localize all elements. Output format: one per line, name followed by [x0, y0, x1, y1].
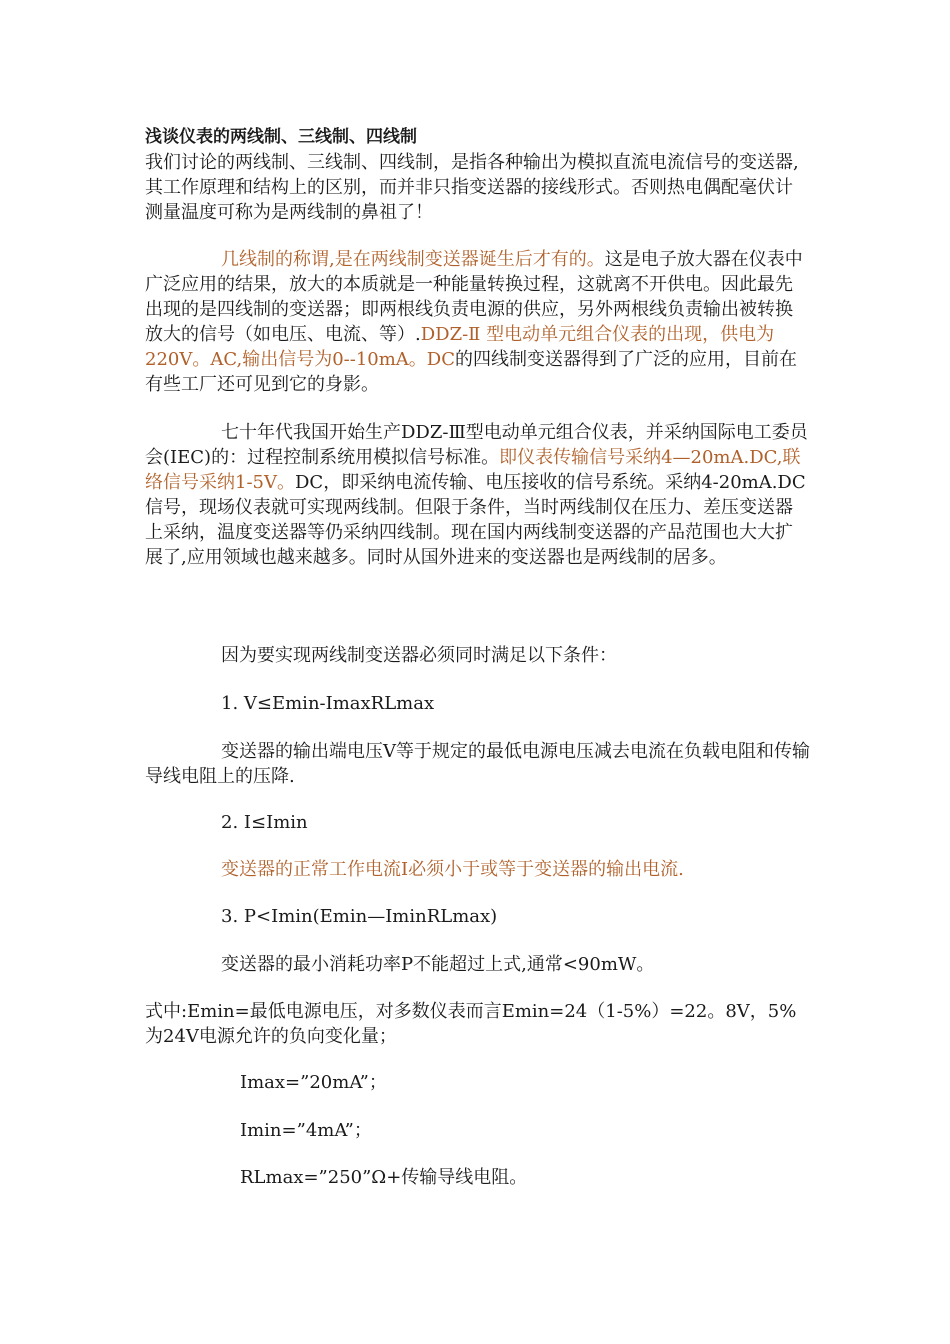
paragraph-ddz3-standard [145, 420, 810, 570]
condition-1-description: 变送器的输出端电压V等于规定的最低电源电压减去电流在负载电阻和传输导线电阻上的压降. [145, 741, 810, 787]
condition-1-formula: 1. V≤Emin-ImaxRLmax [221, 693, 435, 714]
highlight-text: 即仪表传输信号采纳4—20mA.DC,联络信号采纳1-5V。 [145, 447, 801, 493]
paragraph-four-wire-history [145, 247, 810, 397]
conditions-intro: 因为要实现两线制变送器必须同时满足以下条件： [221, 645, 617, 666]
imax-definition: Imax=”20mA”； [240, 1072, 387, 1093]
condition-3-description: 变送器的最小消耗功率P不能超过上式,通常<90mW。 [221, 954, 655, 975]
body-text: 七十年代我国开始生产DDZ-Ⅲ型电动单元组合仪表，并采纳国际电工委员会(IEC)的：过程控制系统用模拟信号标准。 [145, 422, 808, 468]
imin-definition: Imin=”4mA”； [240, 1120, 372, 1141]
formula-explanation: 式中:Emin=最低电源电压，对多数仪表而言Emin=24（1-5%）=22。8V，5%为24V电源允许的负向变化量； [145, 1001, 797, 1047]
rlmax-definition: RLmax=”250”Ω+传输导线电阻。 [240, 1167, 528, 1188]
highlight-text: DDZ-Ⅱ 型电动单元组合仪表的出现，供电为220V。AC,输出信号为0--10mA。DC [145, 324, 775, 370]
highlight-text: 几线制的称谓,是在两线制变送器诞生后才有的。 [221, 249, 605, 270]
condition-3-formula: 3. P<Imin(Emin—IminRLmax) [221, 906, 498, 927]
body-text: DC，即采纳电流传输、电压接收的信号系统。采纳4-20mA.DC信号，现场仪表就可实现两线制。但限于条件，当时两线制仅在压力、差压变送器上采纳，温度变送器等仍采纳四线制。现在国内两线制变送器的产品范围也大大扩展了,应用领域也越来越多。同时从国外进来的变送器也是两线制的居多。 [145, 472, 806, 568]
body-text: 的四线制变送器得到了广泛的应用，目前在有些工厂还可见到它的身影。 [145, 349, 797, 395]
body-text: 这是电子放大器在仪表中广泛应用的结果，放大的本质就是一种能量转换过程，这就离不开供电。因此最先出现的是四线制的变送器；即两根线负责电源的供应，另外两根线负责输出被转换放大的信号（如电压、电流、等）. [145, 249, 803, 345]
intro-paragraph: 我们讨论的两线制、三线制、四线制，是指各种输出为模拟直流电流信号的变送器,其工作原理和结构上的区别，而并非只指变送器的接线形式。否则热电偶配毫伏计测量温度可称为是两线制的鼻祖了！ [145, 152, 799, 223]
document-title: 浅谈仪表的两线制、三线制、四线制 [145, 127, 417, 147]
condition-2-formula: 2. I≤Imin [221, 812, 308, 833]
condition-2-description: 变送器的正常工作电流I必须小于或等于变送器的输出电流. [221, 859, 684, 880]
